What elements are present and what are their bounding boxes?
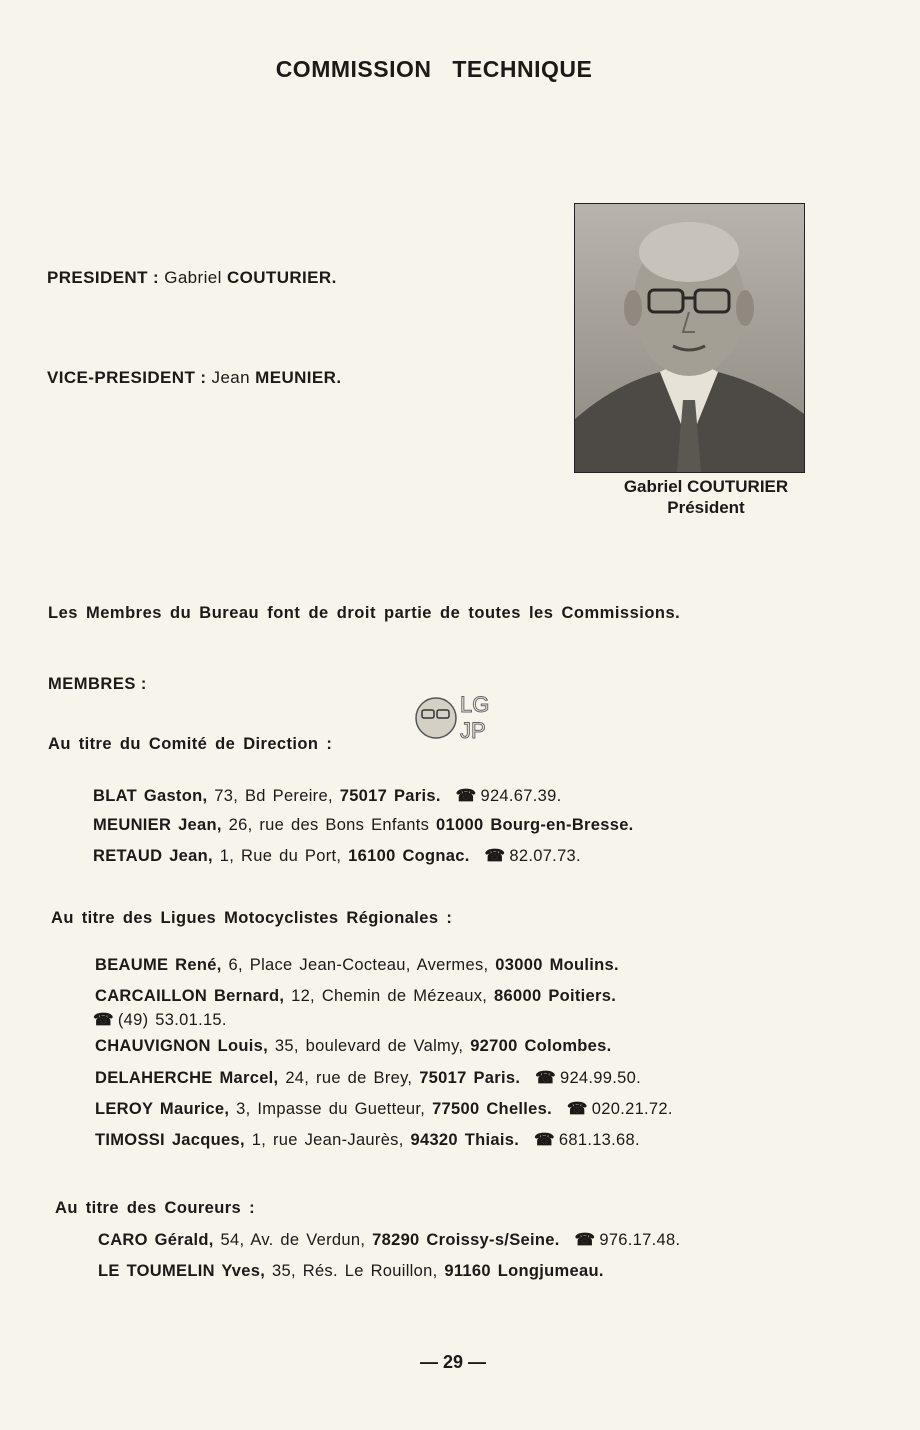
vice-president-line — [47, 368, 341, 388]
member-phone: (49) 53.01.15. — [117, 1011, 227, 1029]
member-entry — [93, 816, 634, 835]
section-heading-ligues: Au titre des Ligues Motocyclistes Régionales : — [51, 909, 453, 927]
member-name: CARCAILLON Bernard, — [95, 987, 285, 1005]
member-name: BLAT Gaston, — [93, 787, 208, 805]
member-name: LE TOUMELIN Yves, — [98, 1262, 266, 1280]
vice-president-first-name: Jean — [211, 368, 251, 387]
president-line — [47, 268, 337, 288]
member-city: 91160 Longjumeau. — [444, 1262, 604, 1280]
stamp-line2: JP — [460, 718, 486, 743]
member-entry — [95, 1068, 641, 1088]
member-city: 94320 Thiais. — [410, 1131, 520, 1149]
member-entry — [95, 1130, 640, 1150]
photo-caption-name: Gabriel COUTURIER — [623, 477, 789, 496]
president-portrait-photo — [574, 203, 805, 473]
member-name: TIMOSSI Jacques, — [95, 1131, 245, 1149]
member-city: 77500 Chelles. — [432, 1100, 553, 1118]
page-title: COMMISSION TECHNIQUE — [275, 56, 593, 82]
president-first-name: Gabriel — [164, 268, 222, 287]
member-city: 92700 Colombes. — [470, 1037, 612, 1055]
member-phone: 924.99.50. — [559, 1069, 641, 1087]
member-name: MEUNIER Jean, — [93, 816, 222, 834]
member-entry — [93, 846, 581, 866]
president-last-name: COUTURIER. — [226, 268, 337, 287]
member-address: 54, Av. de Verdun, — [220, 1231, 366, 1249]
member-phone: 681.13.68. — [558, 1131, 640, 1149]
section-heading-comite: Au titre du Comité de Direction : — [48, 735, 333, 753]
telephone-icon: ☎ — [566, 1100, 588, 1118]
member-city: 78290 Croissy-s/Seine. — [372, 1231, 560, 1249]
member-entry — [95, 987, 616, 1006]
member-city: 03000 Moulins. — [495, 956, 619, 974]
member-name: BEAUME René, — [95, 956, 222, 974]
member-entry — [98, 1230, 680, 1250]
member-entry — [95, 1037, 612, 1056]
telephone-icon: ☎ — [93, 1011, 114, 1029]
telephone-icon: ☎ — [574, 1231, 596, 1249]
member-phone: 924.67.39. — [480, 787, 562, 805]
member-name: CARO Gérald, — [98, 1231, 214, 1249]
member-phone: 020.21.72. — [591, 1100, 673, 1118]
member-address: 26, rue des Bons Enfants — [228, 816, 430, 834]
page-number: — 29 — — [419, 1352, 487, 1372]
member-entry — [98, 1262, 604, 1281]
member-address: 6, Place Jean-Cocteau, Avermes, — [228, 956, 489, 974]
member-name: RETAUD Jean, — [93, 847, 213, 865]
photo-caption — [574, 476, 838, 518]
member-address: 1, rue Jean-Jaurès, — [251, 1131, 404, 1149]
member-name: CHAUVIGNON Louis, — [95, 1037, 269, 1055]
telephone-icon: ☎ — [534, 1131, 555, 1149]
lg-jp-stamp-logo — [410, 682, 510, 752]
member-city: 16100 Cognac. — [348, 847, 470, 865]
president-role: PRESIDENT : — [47, 268, 160, 287]
vice-president-role: VICE-PRESIDENT : — [47, 368, 207, 387]
telephone-icon: ☎ — [484, 847, 506, 865]
member-address: 35, Rés. Le Rouillon, — [272, 1262, 438, 1280]
photo-caption-title: Président — [667, 498, 745, 517]
member-address: 3, Impasse du Guetteur, — [236, 1100, 426, 1118]
member-entry — [93, 786, 561, 806]
member-address: 35, boulevard de Valmy, — [274, 1037, 464, 1055]
member-entry — [95, 1099, 673, 1119]
member-phone-line — [93, 1010, 227, 1030]
member-city: 75017 Paris. — [419, 1069, 521, 1087]
member-address: 24, rue de Brey, — [285, 1069, 413, 1087]
vice-president-last-name: MEUNIER. — [255, 368, 342, 387]
member-address: 1, Rue du Port, — [219, 847, 342, 865]
telephone-icon: ☎ — [535, 1069, 556, 1087]
telephone-icon: ☎ — [455, 787, 477, 805]
members-heading: MEMBRES : — [48, 675, 147, 693]
member-name: DELAHERCHE Marcel, — [95, 1069, 279, 1087]
member-address: 73, Bd Pereire, — [214, 787, 333, 805]
member-city: 75017 Paris. — [339, 787, 441, 805]
section-heading-coureurs: Au titre des Coureurs : — [55, 1199, 255, 1217]
member-entry — [95, 956, 619, 975]
member-address: 12, Chemin de Mézeaux, — [291, 987, 488, 1005]
member-phone: 82.07.73. — [509, 847, 581, 865]
bureau-note: Les Membres du Bureau font de droit partie de toutes les Commissions. — [48, 604, 681, 622]
stamp-line1: LG — [460, 692, 490, 717]
member-phone: 976.17.48. — [599, 1231, 681, 1249]
member-city: 01000 Bourg-en-Bresse. — [436, 816, 634, 834]
member-city: 86000 Poitiers. — [494, 987, 617, 1005]
member-name: LEROY Maurice, — [95, 1100, 230, 1118]
